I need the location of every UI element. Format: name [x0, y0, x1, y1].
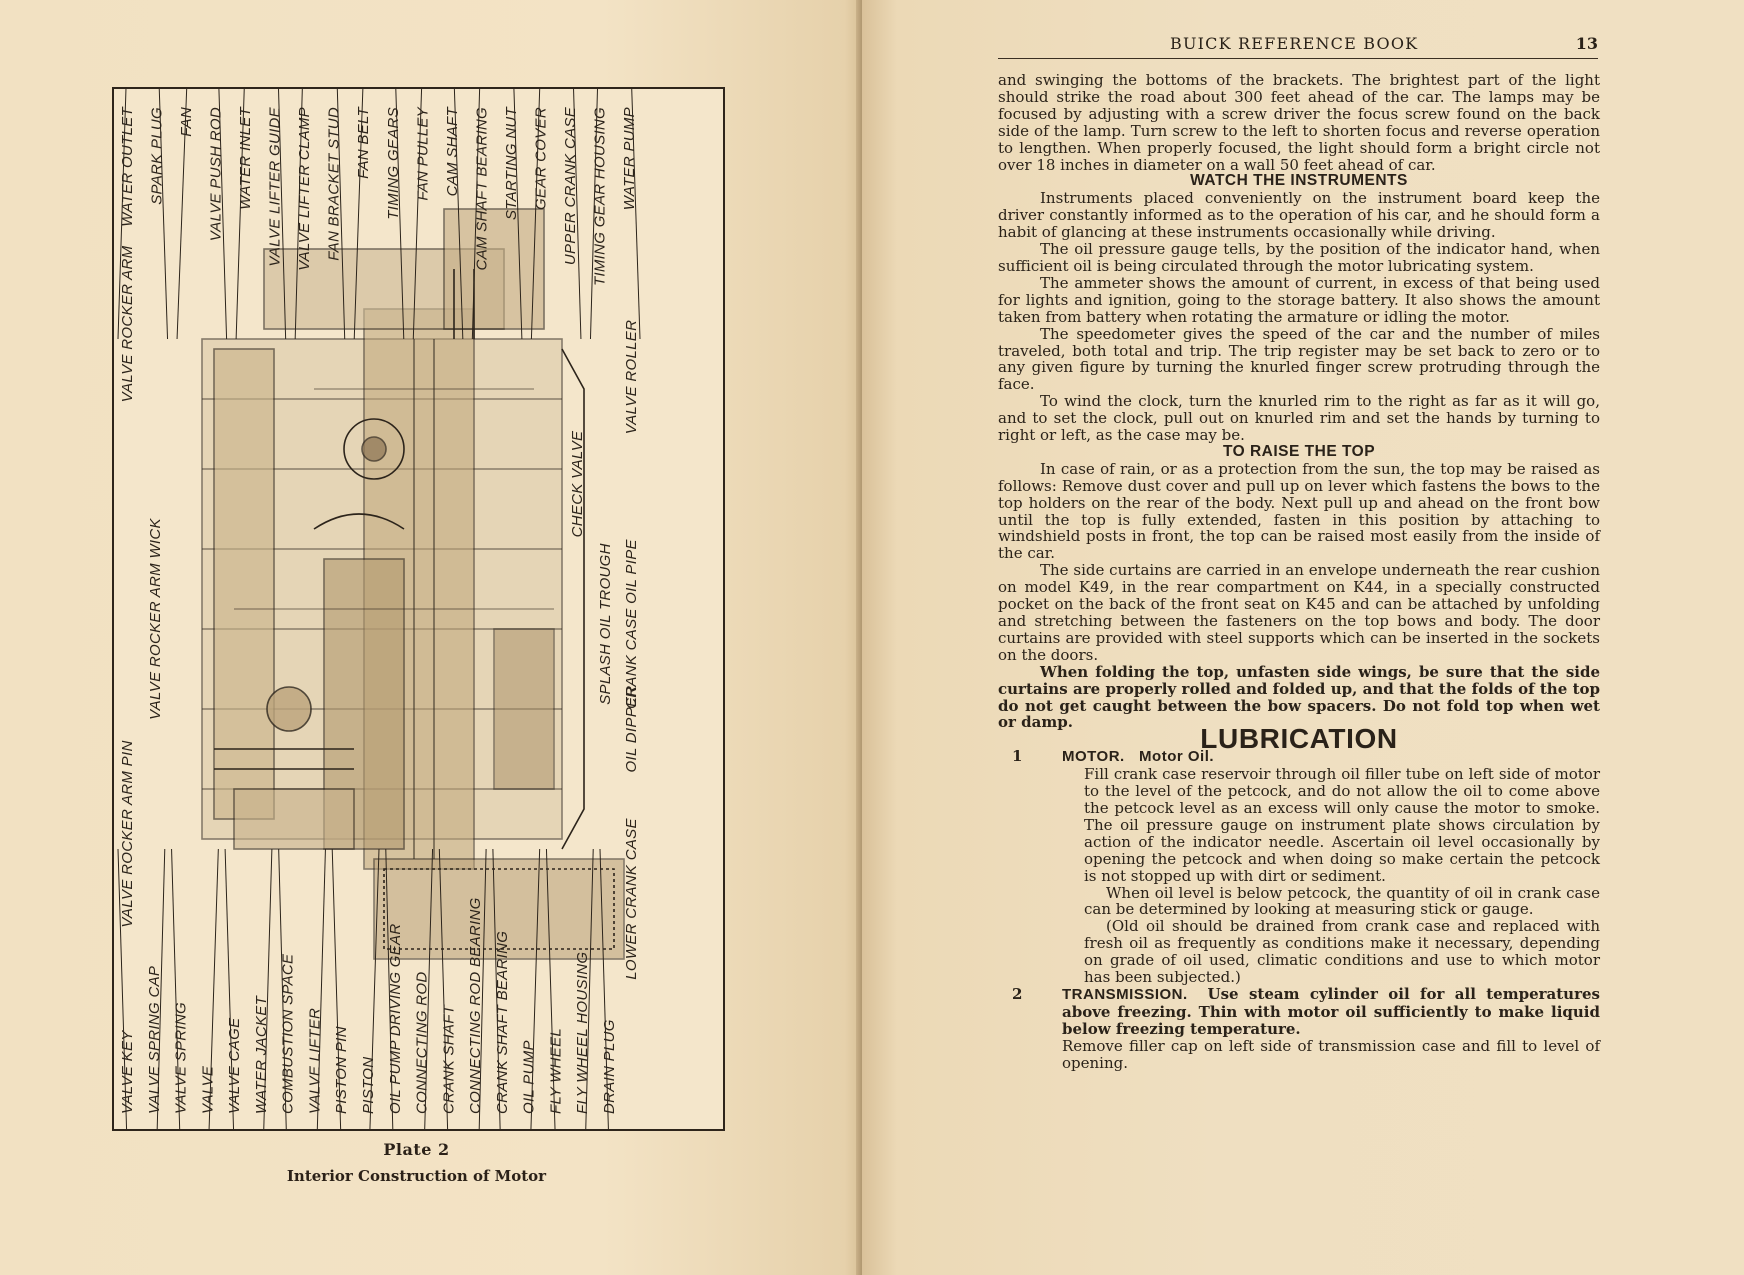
diagram-label: CRANK SHAFT BEARING [493, 930, 511, 1114]
diagram-label: WATER JACKET [252, 995, 270, 1114]
heading-watch-instruments: WATCH THE INSTRUMENTS [1190, 172, 1408, 190]
diagram-label: VALVE LIFTER [306, 1007, 324, 1114]
engine-block [202, 209, 624, 959]
diagram-label: CHECK VALVE [569, 430, 586, 538]
paragraph-motor-oil: Fill crank case reservoir through oil filler tube on left side of motor to the level of the petcock, and do not allow the oil to come above the petcock level as an excess will only cause the motor to smoke. The oil pressure gauge on instrument plate shows circulation by action of the indicator needle. Ascertain oil level occasionally by opening the petcock and when doing so make certain the petcock is not stopped up with dirt or sediment. [1084, 765, 1600, 885]
diagram-label: DRAIN PLUG [601, 1019, 618, 1114]
diagram-label: STARTING NUT [502, 106, 520, 221]
text-column [998, 72, 1600, 1071]
item-number: 2 [1012, 984, 1023, 1003]
diagram-label: TIMING GEAR HOUSING [591, 107, 609, 287]
diagram-label: CRANK CASE OIL PIPE [623, 539, 640, 709]
item-number: 1 [1012, 747, 1023, 766]
page-number: 13 [1575, 34, 1598, 53]
diagram-label: FAN PULLEY [414, 107, 432, 201]
diagram-label: CONNECTING ROD [413, 971, 431, 1114]
diagram-label: UPPER CRANK CASE [561, 107, 579, 266]
diagram-label: VALVE KEY [119, 1030, 136, 1114]
plate-subtitle: Interior Construction of Motor [286, 1167, 547, 1185]
left-page [0, 0, 862, 1275]
plate-caption [112, 1140, 721, 1185]
lubrication-item-motor [998, 748, 1600, 986]
diagram-label: PISTON [360, 1056, 377, 1114]
diagram-label: FLY WHEEL HOUSING [574, 951, 592, 1114]
paragraph-headlamps: and swinging the bottoms of the brackets. The brightest part of the light should strike the road about 300 feet ahead of the car. The lamps may be focused by adjusting with a screw driver the focus screw found on the back side of the lamp. Turn screw to the left to shorten focus and reverse operation to lengthen. When properly focused, the light should form a bright circle not over 18 inches in diameter on a wall 50 feet ahead of car. [998, 71, 1600, 174]
diagram-label: OIL PUMP DRIVING GEAR [386, 923, 404, 1114]
header-title: BUICK REFERENCE BOOK [1170, 34, 1419, 53]
diagram-label: VALVE SPRING [172, 1002, 190, 1114]
engine-diagram [112, 87, 725, 1131]
item-title: TRANSMISSION. [1062, 985, 1188, 1003]
diagram-label: PISTON PIN [333, 1026, 351, 1114]
item-subtitle: Motor Oil. [1139, 748, 1215, 766]
diagram-label: TIMING GEARS [384, 107, 402, 220]
paragraph-clock: To wind the clock, turn the knurled rim to the right as far as it will go, and to set the clock, pull out on knurled rim and set the hands by turning to right or left, as the case may be. [998, 392, 1600, 445]
diagram-label: CONNECTING ROD BEARING [467, 897, 485, 1114]
paragraph-transmission: Remove filler cap on left side of transmission case and fill to level of opening. [1062, 1036, 1600, 1072]
running-header [998, 30, 1598, 59]
diagram-label: FAN BELT [355, 107, 373, 179]
diagram-label: VALVE [199, 1065, 217, 1114]
diagram-label: WATER PUMP [621, 107, 638, 211]
paragraph-instruments: Instruments placed conveniently on the instrument board keep the driver constantly informed as to the operation of his car, and he should form a habit of glancing at these instruments occasionally while driving. [998, 189, 1600, 242]
engine-cutaway-drawing [114, 89, 723, 1129]
diagram-label: FAN [178, 107, 196, 137]
diagram-label: VALVE PUSH ROD [207, 107, 225, 242]
diagram-label: CAM SHAFT BEARING [473, 106, 491, 271]
diagram-label: SPLASH OIL TROUGH [597, 543, 614, 705]
paragraph-folding-top: When folding the top, unfasten side wings, be sure that the side curtains are properly rolled and folded up, and that the folds of the top do not get caught between the bow spacers. Do not fold top when wet or damp. [998, 662, 1600, 732]
diagram-label: VALVE ROCKER ARM WICK [147, 518, 164, 720]
paragraph-raise-top: In case of rain, or as a protection from the sun, the top may be raised as follows: Remove dust cover and pull up on lever which fastens the bows to the top holders on the rear of the body. Next pull up and ahead on the front bow until the top is fully extended, fasten in this position by attaching to windshield posts in front, the top can be raised most easily from the inside of the car. [998, 459, 1600, 563]
paragraph-old-oil: (Old oil should be drained from crank case and replaced with fresh oil as frequently as conditions make it necessary, depending on grade of oil used, climatic conditions and use to which motor has been subjected.) [1084, 917, 1600, 987]
heading-raise-top: TO RAISE THE TOP [1222, 442, 1376, 460]
heading-lubrication: LUBRICATION [1200, 723, 1398, 755]
lubrication-item-transmission [998, 986, 1600, 1072]
paragraph-oil-level: When oil level is below petcock, the quantity of oil in crank case can be determined by looking at measuring stick or gauge. [1084, 883, 1600, 919]
paragraph-speedometer: The speedometer gives the speed of the car and the number of miles traveled, both total and trip. The trip register may be set back to zero or to any given figure by turning the knurled finger screw protruding through the face. [998, 324, 1600, 394]
diagram-label: VALVE ROLLER [623, 319, 640, 435]
paragraph-side-curtains: The side curtains are carried in an envelope underneath the rear cushion on model K49, in the rear compartment on K44, in a specially constructed pocket on the back of the front seat on K45 and can be attached by unfolding and stretching between the fasteners on the top bows and body. The door curtains are provided with steel supports which can be inserted in the sockets on the doors. [998, 561, 1600, 664]
diagram-label: FLY WHEEL [547, 1027, 565, 1114]
item-title: MOTOR. [1062, 748, 1125, 766]
diagram-label: LOWER CRANK CASE [623, 818, 640, 980]
diagram-label: COMBUSTION SPACE [279, 953, 297, 1114]
diagram-label: VALVE CAGE [226, 1017, 244, 1114]
diagram-label: VALVE ROCKER ARM [119, 245, 136, 403]
paragraph-ammeter: The ammeter shows the amount of current, in excess of that being used for lights and ignition, going to the storage battery. It also shows the amount taken from battery when rotating the armature or idling the motor. [998, 273, 1600, 326]
diagram-label: GEAR COVER [532, 106, 550, 211]
diagram-label: FAN BRACKET STUD [325, 106, 343, 261]
plate-title: Plate 2 [383, 1140, 450, 1159]
diagram-label: CRANK SHAFT [440, 1004, 458, 1114]
diagram-label: SPARK PLUG [148, 107, 166, 205]
diagram-label: OIL PUMP [520, 1040, 538, 1114]
diagram-label: OIL DIPPER [623, 685, 640, 773]
diagram-label: WATER INLET [237, 107, 255, 210]
diagram-label: VALVE ROCKER ARM PIN [119, 740, 136, 928]
paragraph-transmission-lead: Use steam cylinder oil for all temperatures above freezing. Thin with motor oil sufficiently to make liquid below freezing temperature. [1062, 984, 1600, 1038]
diagram-label: VALVE LIFTER CLAMP [296, 106, 314, 271]
paragraph-oil-gauge: The oil pressure gauge tells, by the position of the indicator hand, when sufficient oil is being circulated through the motor lubricating system. [998, 240, 1600, 275]
diagram-label: VALVE LIFTER GUIDE [266, 107, 284, 267]
diagram-label: CAM SHAFT [443, 107, 461, 197]
diagram-label: VALVE SPRING CAP [145, 965, 163, 1114]
diagram-label: WATER OUTLET [119, 107, 136, 227]
